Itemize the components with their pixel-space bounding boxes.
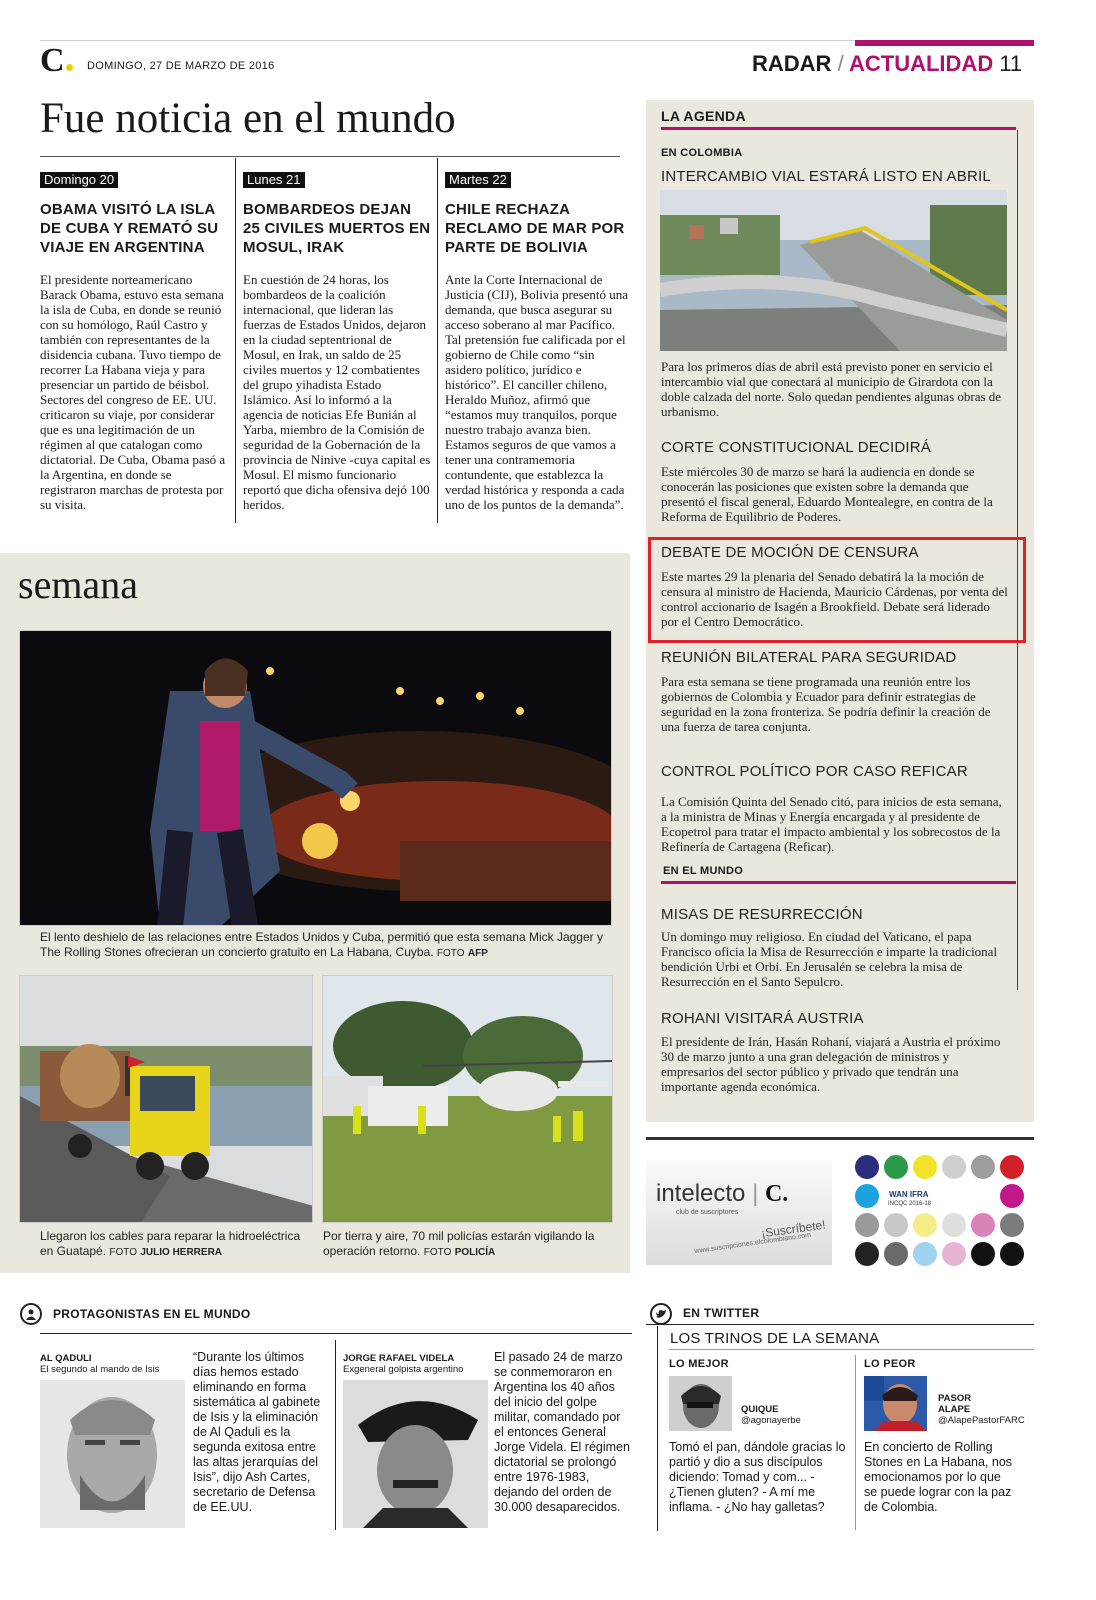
photo-credit: POLICÍA [454, 1247, 496, 1258]
print-color-bar [855, 1155, 1030, 1275]
agenda-item-text: Este martes 29 la plenaria del Senado debatirá la la moción de censura al ministro de Hacienda, Mauricio Cárdenas, por venta del control accionario de Isagén a Brookfield. Debate será liderado por el Centro Democrático. [661, 569, 1008, 629]
al-qaduli-photo [40, 1380, 185, 1528]
tweet-author: PASOR ALAPE [938, 1393, 972, 1415]
color-swatch [884, 1213, 908, 1237]
color-swatch [942, 1184, 966, 1208]
column-headline: OBAMA VISITÓ LA ISLA DE CUBA Y REMATÓ SU VIAJE EN ARGENTINA [40, 201, 219, 256]
subscription-ad[interactable] [646, 1160, 832, 1265]
agenda-item-title: REUNIÓN BILATERAL PARA SEGURIDAD [661, 649, 957, 666]
wan-ifra-sub: INCQC 2016-18 [888, 1201, 932, 1207]
color-swatch [855, 1184, 879, 1208]
logo-dot [66, 64, 73, 71]
agenda-item-title: DEBATE DE MOCIÓN DE CENSURA [661, 544, 919, 561]
truck-photo [19, 975, 313, 1223]
photo-credit-label: FOTO [436, 948, 465, 959]
color-swatch [942, 1242, 966, 1266]
tweet-handle[interactable]: @agonayerbe [741, 1415, 801, 1426]
color-swatch [971, 1242, 995, 1266]
column-body: El presidente norteamericano Barack Obama, estuvo esta semana la isla de Cuba, en donde se reunió con su homólogo, Raúl Castro y también con representantes de la disidencia cubana. Tuvo tiempo de recorrer La Habana vieja y para presenciar un partido de béisbol. Sectores del congreso de EE. UU. criticaron su viaje, por considerar que es una legitimación de un régimen al que catalogan como dictatorial. De Cuba, Obama pasó a la Argentina, en donde se registraron marchas de protesta por su visita. [40, 272, 226, 512]
edition-date: DOMINGO, 27 DE MARZO DE 2016 [87, 60, 275, 72]
best-tweet-label: LO MEJOR [669, 1358, 729, 1370]
quique-avatar [669, 1376, 732, 1431]
agenda-item-text: Para los primeros días de abril está previsto poner en servicio el intercambio vial que conectará al municipio de Girardota con la doble calzada del norte. Solo quedan pendientes algunas obras de urbanismo. [661, 359, 1002, 419]
truck-photo-caption: Llegaron los cables para reparar la hidroeléctrica en Guatapé. FOTO JULIO HERRERA [40, 1229, 301, 1258]
agenda-item-title: CONTROL POLÍTICO POR CASO REFICAR [661, 763, 968, 780]
protagonistas-label: PROTAGONISTAS EN EL MUNDO [53, 1307, 251, 1321]
agenda-rule [661, 127, 1016, 130]
color-swatch [971, 1184, 995, 1208]
person-name: JORGE RAFAEL VIDELA [343, 1353, 455, 1364]
person-role: Exgeneral golpista argentino [343, 1364, 464, 1375]
color-swatch [1000, 1213, 1024, 1237]
ad-cta: ¡Suscríbete! [760, 1217, 827, 1241]
column-headline: CHILE RECHAZA RECLAMO DE MAR POR PARTE DE BOLIVIA [445, 201, 625, 256]
logo: C [40, 44, 73, 78]
agenda-item-title: INTERCAMBIO VIAL ESTARÁ LISTO EN ABRIL [661, 168, 991, 185]
color-swatch [913, 1155, 937, 1179]
day-tag: Martes 22 [445, 172, 511, 188]
news-column-1 [40, 171, 228, 512]
column-body: Ante la Corte Internacional de Justicia (CIJ), Bolivia presentó una demanda, que busca asegurar su acceso soberano al mar Pacífico. Tal pretensión fue calificada por el gobierno de Chile como “sin asidero político, jurídico e histórico”. El canciller chileno, Heraldo Muñoz, afirmó que “estamos muy tranquilos, porque nuestro trabajo avanza bien. Estamos seguros de que vamos a tener una contramemoria contundente, que establezca la verdad histórica y responda a cada uno de los puntos de la demanda”. [445, 272, 629, 512]
page-number: 11 [999, 51, 1023, 76]
twitter-title: LOS TRINOS DE LA SEMANA [670, 1330, 880, 1347]
agenda-item-text: El presidente de Irán, Hasán Rohaní, viajará a Austria el próximo 30 de marzo junto a una gran delegación de ministros y empresarios del sector público y privado que tendrán una importante agenda económica. [661, 1034, 1001, 1094]
colombia-label: EN COLOMBIA [661, 147, 743, 159]
worst-tweet-label: LO PEOR [864, 1358, 916, 1370]
ad-tagline: club de suscriptores [676, 1209, 739, 1216]
agenda-item-title: ROHANI VISITARÁ AUSTRIA [661, 1010, 864, 1027]
helicopter-photo [322, 975, 613, 1223]
color-swatch [884, 1242, 908, 1266]
subsection-name: ACTUALIDAD [849, 51, 994, 76]
best-tweet-text: Tomó el pan, dándole gracias lo partió y dio a sus discípulos diciendo: Tomad y com... - ¿Tienen gluten? - A mí me inflama. - ¿No hay galletas? [669, 1440, 846, 1514]
section-header: RADAR / ACTUALIDAD 11 [752, 51, 1023, 76]
main-photo-caption: El lento deshielo de las relaciones entre Estados Unidos y Cuba, permitió que esta semana Mick Jagger y The Rolling Stones ofrecieran un concierto gratuito en La Habana, Cuyba. FOTO AFP [40, 930, 603, 959]
color-swatch [884, 1155, 908, 1179]
person-quote: “Durante los últimos días hemos estado eliminando en forma sistemática al gabinete de Isis y la eliminación de Al Qaduli es la segunda exitosa entre las altas jerarquías del Isis”, dijo Ash Cartes, secretario de Defensa de EE.UU. [193, 1350, 321, 1514]
concert-photo [19, 630, 612, 926]
day-tag: Lunes 21 [243, 172, 305, 188]
color-swatch [942, 1213, 966, 1237]
photo-credit-label: FOTO [423, 1247, 452, 1258]
color-swatch [913, 1213, 937, 1237]
color-swatch [942, 1155, 966, 1179]
semana-title: semana [18, 562, 138, 607]
color-swatch [855, 1213, 879, 1237]
color-swatch [971, 1155, 995, 1179]
tweet-handle[interactable]: @AlapePastorFARC [938, 1415, 1025, 1426]
twitter-icon [650, 1303, 672, 1325]
helicopter-photo-caption: Por tierra y aire, 70 mil policías estarán vigilando la operación retorno. FOTO POLICÍA [323, 1229, 595, 1258]
color-swatch [1000, 1184, 1024, 1208]
color-swatch [855, 1242, 879, 1266]
color-swatch [1000, 1242, 1024, 1266]
interchange-photo [660, 190, 1007, 351]
tweet-author: QUIQUE [741, 1404, 779, 1415]
color-swatch [971, 1213, 995, 1237]
day-tag: Domingo 20 [40, 172, 118, 188]
agenda-rule [661, 881, 1016, 884]
news-column-3 [445, 171, 633, 512]
photo-credit-label: FOTO [109, 1247, 137, 1258]
agenda-item-text: La Comisión Quinta del Senado citó, para inicios de esta semana, a la ministra de Minas y Energía encargada y al presidente de Ecopetrol para tratar el impacto ambiental y los sobrecostos de la Refinería de Cartagena (Reficar). [661, 794, 1002, 854]
person-role: El segundo al mando de Isis [40, 1364, 160, 1375]
news-column-2 [243, 171, 431, 512]
worst-tweet-text: En concierto de Rolling Stones en La Habana, nos emocionamos por lo que se puede lograr con la paz de Colombia. [864, 1440, 1013, 1514]
alape-avatar [864, 1376, 927, 1431]
column-headline: BOMBARDEOS DEJAN 25 CIVILES MUERTOS EN MOSUL, IRAK [243, 201, 431, 256]
person-name: AL QADULI [40, 1353, 92, 1364]
person-icon [20, 1303, 42, 1325]
section-name: RADAR [752, 51, 832, 76]
agenda-item-text: Para esta semana se tiene programada una reunión entre los gobiernos de Colombia y Ecuador para definir estrategias de seguridad en la zona fronteriza. Se podría definir la creación de una fuerza de tarea conjunta. [661, 674, 991, 734]
column-body: En cuestión de 24 horas, los bombardeos de la coalición internacional, que lideran las fuerzas de Estados Unidos, dejaron en la ciudad septentrional de Mosul, en Irak, un saldo de 25 civiles muertos y 12 combatientes del grupo yihadista Estado Islámico. Así lo informó a la agencia de noticias Efe Bunián al Yarba, miembro de la Comisión de seguridad de la Gobernación de la provincia de Ninive -cuya capital es Mosul. El mismo funcionario reportó que dicha ofensiva dejó 100 heridos. [243, 272, 431, 512]
photo-credit: AFP [467, 948, 488, 959]
agenda-item-title: MISAS DE RESURRECCIÓN [661, 906, 863, 923]
agenda-item-text: Este miércoles 30 de marzo se hará la audiencia en donde se conocerán las posiciones que existen sobre la demanda que presentó el fiscal general, Eduardo Montealegre, en contra de la Reforma de Equilibrio de Poderes. [661, 464, 993, 524]
color-swatch [855, 1155, 879, 1179]
wan-ifra-label: WAN IFRA [889, 1190, 929, 1199]
agenda-label: LA AGENDA [661, 108, 746, 124]
color-swatch [1000, 1155, 1024, 1179]
ad-url: www.suscripciones.elcolombiano.com [694, 1231, 812, 1256]
mundo-label: EN EL MUNDO [663, 865, 744, 877]
section-accent-bar [855, 40, 1034, 46]
page-title: Fue noticia en el mundo [40, 95, 456, 142]
agenda-item-text: Un domingo muy religioso. En ciudad del Vaticano, el papa Francisco oficia la Misa de Resurrección e imparte la tradicional bendición Urbi et Orbi. En Jerusalén se celebra la misa de Resurrección en el Santo Sepulcro. [661, 929, 998, 989]
agenda-item-title: CORTE CONSTITUCIONAL DECIDIRÁ [661, 439, 931, 456]
ad-brand: intelecto | C. [656, 1180, 789, 1207]
twitter-label: EN TWITTER [683, 1306, 760, 1320]
color-swatch [913, 1242, 937, 1266]
videla-photo [343, 1380, 488, 1528]
person-text: El pasado 24 de marzo se conmemoraron en Argentina los 40 años del inicio del golpe militar, comandado por el entonces General Jorge Videla. El régimen dictatorial se prolongó entre 1976-1983, dejando del orden de 30.000 desaparecidos. [494, 1350, 630, 1514]
photo-credit: JULIO HERRERA [140, 1247, 223, 1258]
